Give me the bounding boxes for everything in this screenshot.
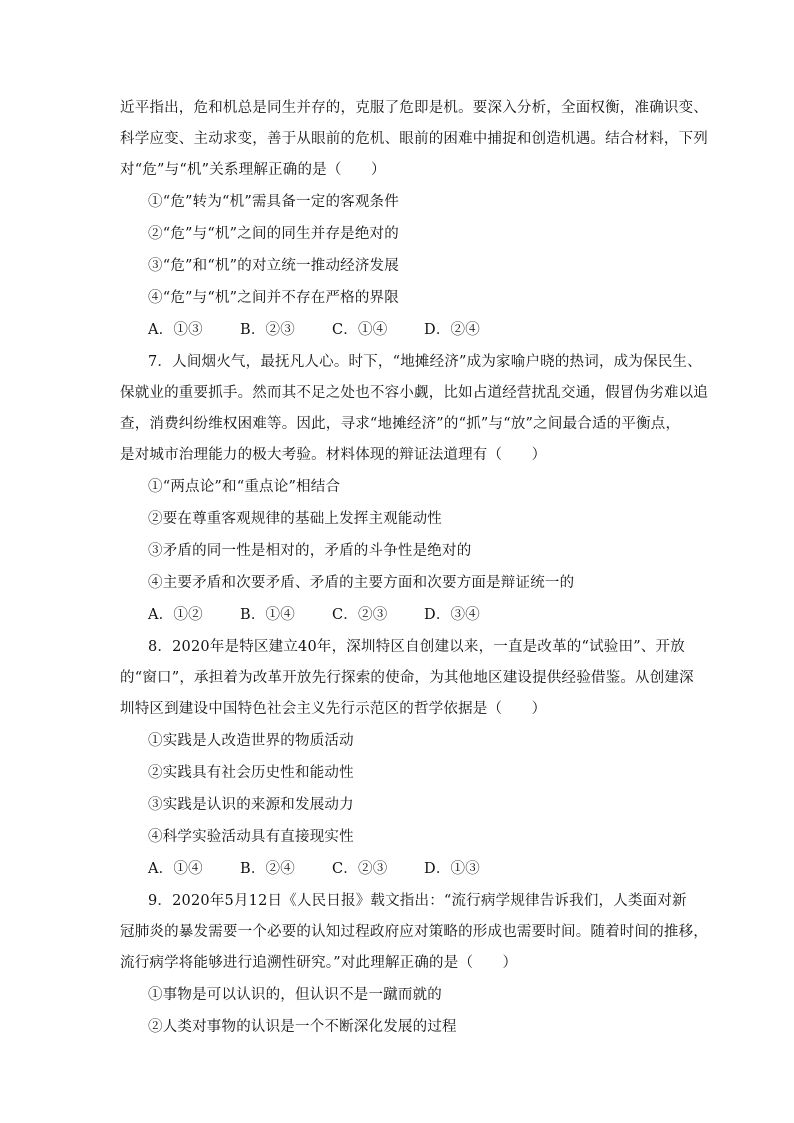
question-7-stem-line: 查，消费纠纷维权困难等。因此，寻求“地摊经济”的“抓”与“放”之间最合适的平衡点，: [120, 416, 681, 432]
question-8-option: ①实践是人改造世界的物质活动: [148, 733, 354, 749]
question-8-option: ③实践是认识的来源和发展动力: [148, 797, 354, 813]
question-6-stem-line: 近平指出，危和机总是同生并存的，克服了危即是机。要深入分析，全面权衡，准确识变、: [120, 100, 708, 116]
answer-choice-d: D．②④: [424, 322, 480, 338]
question-8-stem-line: 8．2020年是特区建立40年，深圳特区自创建以来，一直是改革的“试验田”、开放: [148, 639, 685, 655]
question-6-stem-line: 科学应变、主动求变，善于从眼前的危机、眼前的困难中捕捉和创造机遇。结合材料，下列: [120, 131, 708, 147]
answer-choice-d: D．①③: [424, 861, 480, 877]
question-6-stem-line: 对“危”与“机”关系理解正确的是（ ）: [120, 162, 386, 178]
question-8-stem-line: 的“窗口”，承担着为改革开放先行探索的使命，为其他地区建设提供经验借鉴。从创建深: [120, 670, 694, 686]
question-7-stem-line: 保就业的重要抓手。然而其不足之处也不容小觑，比如占道经营扰乱交通，假冒伪劣难以追: [120, 385, 708, 401]
answer-choice-c: C．②③: [332, 607, 388, 623]
question-7-stem-line: 7．人间烟火气，最抚凡人心。时下，“地摊经济”成为家喻户晓的热词，成为保民生、: [148, 354, 702, 370]
answer-choice-b: B．②④: [240, 861, 295, 877]
question-7-option: ②要在尊重客观规律的基础上发挥主观能动性: [148, 511, 442, 527]
question-6-answer-choices: [148, 318, 516, 339]
answer-choice-a: A．①③: [148, 322, 203, 338]
answer-choice-c: C．②③: [332, 861, 388, 877]
answer-choice-a: A．①④: [148, 861, 203, 877]
question-6-option: ④“危”与“机”之间并不存在严格的界限: [148, 290, 399, 306]
question-8-stem-line: 圳特区到建设中国特色社会主义先行示范区的哲学依据是（ ）: [120, 701, 547, 717]
answer-choice-a: A．①②: [148, 607, 203, 623]
question-8-option: ④科学实验活动具有直接现实性: [148, 829, 354, 845]
question-9-option: ①事物是可以认识的，但认识不是一蹴而就的: [148, 987, 442, 1003]
question-7-option: ③矛盾的同一性是相对的，矛盾的斗争性是绝对的: [148, 543, 472, 559]
question-7-option: ①“两点论”和“重点论”相结合: [148, 479, 341, 495]
question-8-option: ②实践具有社会历史性和能动性: [148, 765, 354, 781]
question-9-stem-line: 冠肺炎的暴发需要一个必要的认知过程政府应对策略的形成也需要时间。随着时间的推移，: [120, 924, 708, 940]
answer-choice-b: B．②③: [240, 322, 295, 338]
question-9-option: ②人类对事物的认识是一个不断深化发展的过程: [148, 1019, 457, 1035]
question-9-stem-line: 流行病学将能够进行追溯性研究。”对此理解正确的是（ ）: [120, 955, 518, 971]
question-6-option: ②“危”与“机”之间的同生并存是绝对的: [148, 226, 399, 242]
question-7-stem-line: 是对城市治理能力的极大考验。材料体现的辩证法道理有（ ）: [120, 447, 547, 463]
question-7-option: ④主要矛盾和次要矛盾、矛盾的主要方面和次要方面是辩证统一的: [148, 575, 575, 591]
question-9-stem-line: 9．2020年5月12日《人民日报》载文指出：“流行病学规律告诉我们，人类面对新: [148, 893, 687, 909]
answer-choice-b: B．①④: [240, 607, 295, 623]
question-6-option: ③“危”和“机”的对立统一推动经济发展: [148, 258, 399, 274]
answer-choice-c: C．①④: [332, 322, 388, 338]
question-7-answer-choices: [148, 603, 516, 624]
question-8-answer-choices: [148, 857, 516, 878]
answer-choice-d: D．③④: [424, 607, 480, 623]
question-6-option: ①“危”转为“机”需具备一定的客观条件: [148, 194, 399, 210]
